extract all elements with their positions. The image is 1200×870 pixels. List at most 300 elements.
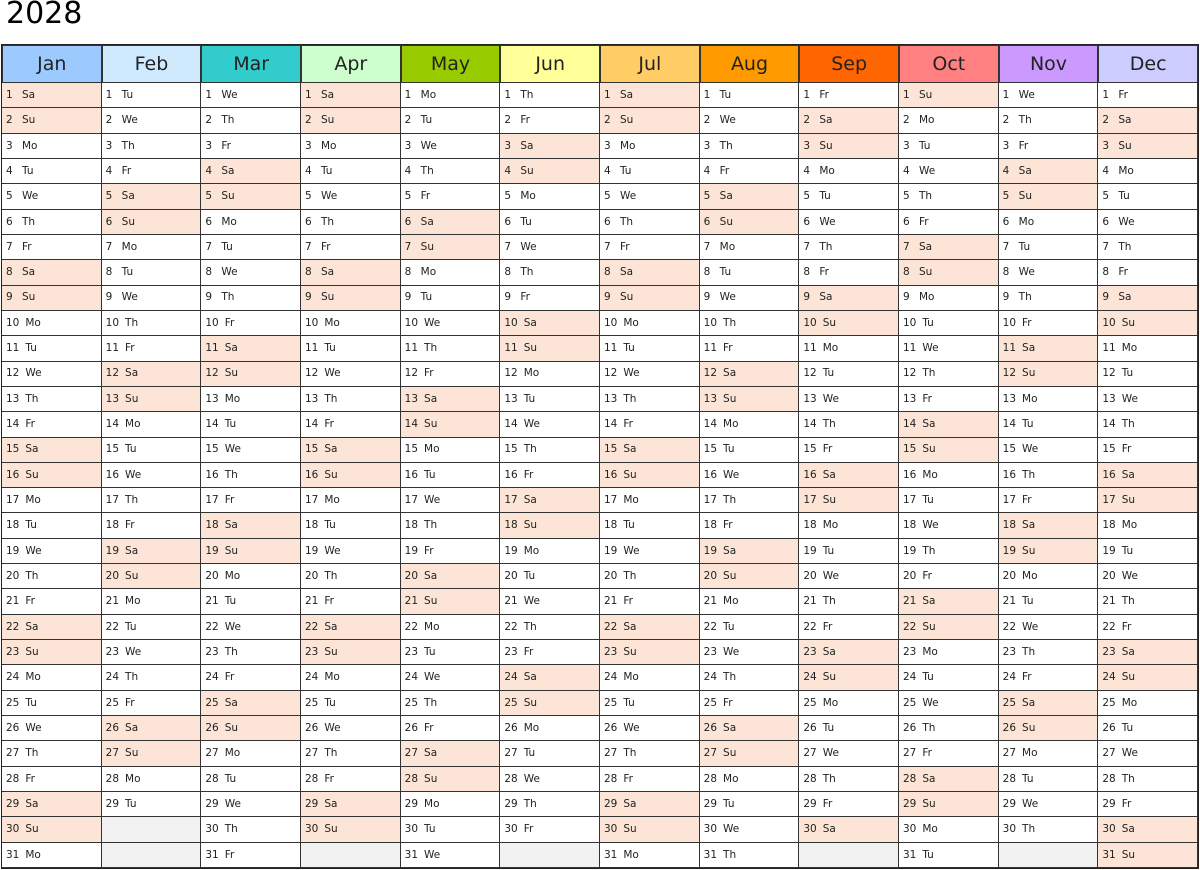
day-number: 24 — [205, 671, 219, 684]
day-cell — [999, 83, 1099, 108]
day-cell — [600, 539, 700, 564]
day-number: 1 — [304, 88, 312, 101]
day-number: 23 — [1002, 646, 1017, 658]
day-cell — [102, 665, 202, 690]
weekday-label: Sa — [523, 494, 537, 507]
day-cell — [799, 767, 899, 792]
day-cell — [700, 260, 800, 285]
weekday-label: Th — [221, 291, 235, 304]
day-number: 23 — [304, 646, 319, 658]
day-cell — [799, 387, 899, 412]
day-cell — [401, 210, 501, 235]
day-number: 27 — [803, 747, 817, 760]
day-cell — [999, 767, 1099, 792]
day-cell — [600, 767, 700, 792]
day-cell — [301, 564, 401, 589]
weekday-label: Sa — [1022, 519, 1036, 532]
day-cell — [899, 589, 999, 614]
day-cell — [1098, 716, 1198, 741]
day-number: 24 — [504, 671, 518, 684]
day-cell — [301, 286, 401, 311]
day-number: 7 — [205, 240, 213, 253]
day-number: 15 — [205, 443, 219, 456]
day-number: 12 — [803, 367, 817, 380]
weekday-label: Mo — [1121, 519, 1138, 532]
day-number: 12 — [205, 367, 219, 380]
month-header-may: May — [401, 45, 501, 83]
day-number: 4 — [902, 164, 910, 177]
day-cell — [401, 108, 501, 133]
weekday-label: Th — [520, 88, 534, 101]
day-cell — [1098, 362, 1198, 387]
day-cell — [2, 336, 102, 361]
day-cell — [500, 767, 600, 792]
day-cell — [102, 210, 202, 235]
weekday-label: Th — [819, 240, 833, 253]
weekday-label: Fr — [922, 570, 932, 583]
weekday-label: Fr — [723, 342, 733, 355]
day-cell — [799, 615, 899, 640]
day-number: 6 — [902, 215, 910, 228]
day-cell — [799, 741, 899, 766]
weekday-label: We — [320, 190, 338, 203]
weekday-label: Th — [25, 392, 39, 405]
weekday-label: Th — [1018, 291, 1032, 304]
day-number: 9 — [504, 291, 512, 304]
day-number: 23 — [902, 646, 917, 658]
day-number: 21 — [1002, 595, 1017, 608]
day-cell — [2, 817, 102, 842]
day-number: 25 — [205, 696, 219, 709]
day-number: 27 — [703, 747, 718, 760]
day-cell — [600, 260, 700, 285]
day-cell — [301, 741, 401, 766]
weekday-label: Fr — [121, 164, 132, 177]
day-number: 19 — [6, 544, 20, 557]
weekday-label: Th — [125, 316, 139, 329]
month-header-feb: Feb — [102, 45, 202, 83]
day-number: 23 — [703, 646, 718, 658]
month-header-jul: Jul — [600, 45, 700, 83]
day-number: 18 — [404, 519, 419, 532]
weekday-label: Su — [1022, 544, 1036, 557]
day-number: 2 — [6, 114, 13, 127]
weekday-label: Tu — [125, 620, 137, 633]
weekday-label: Su — [623, 646, 637, 658]
day-cell — [799, 159, 899, 184]
day-number: 29 — [404, 797, 419, 810]
day-cell — [999, 640, 1099, 665]
weekday-label: We — [1018, 266, 1035, 279]
day-cell — [102, 513, 202, 538]
day-cell — [401, 513, 501, 538]
weekday-label: Th — [1022, 823, 1036, 836]
day-number: 25 — [504, 696, 518, 709]
day-number: 17 — [1002, 494, 1017, 507]
weekday-label: Su — [922, 797, 936, 810]
day-cell — [301, 438, 401, 463]
weekday-label: We — [520, 240, 537, 253]
day-cell — [1098, 539, 1198, 564]
weekday-label: We — [1022, 620, 1039, 633]
weekday-label: Fr — [819, 88, 829, 101]
day-cell — [401, 767, 501, 792]
day-cell — [301, 716, 401, 741]
day-cell — [899, 336, 999, 361]
day-cell — [201, 108, 301, 133]
weekday-label: Th — [125, 671, 139, 684]
day-cell — [700, 817, 800, 842]
day-number: 15 — [703, 443, 718, 456]
day-cell — [102, 159, 202, 184]
day-number: 14 — [304, 418, 319, 431]
weekday-label: Fr — [523, 468, 534, 481]
weekday-label: Tu — [320, 164, 333, 177]
weekday-label: Th — [523, 443, 537, 456]
day-number: 28 — [803, 772, 817, 785]
weekday-label: Mo — [822, 342, 839, 355]
day-cell — [899, 83, 999, 108]
weekday-label: Sa — [125, 721, 139, 734]
day-number: 11 — [205, 342, 219, 355]
day-number: 23 — [803, 646, 817, 658]
day-number: 1 — [1102, 88, 1110, 101]
day-cell — [500, 691, 600, 716]
day-number: 26 — [6, 721, 20, 734]
day-cell — [700, 412, 800, 437]
day-number: 27 — [504, 747, 518, 760]
day-cell — [999, 488, 1099, 513]
day-cell — [500, 741, 600, 766]
day-number: 30 — [504, 823, 518, 836]
weekday-label: We — [125, 646, 142, 658]
weekday-label: Th — [320, 215, 335, 228]
day-number: 10 — [304, 316, 319, 329]
day-cell — [700, 336, 800, 361]
day-number: 6 — [504, 215, 512, 228]
day-number: 24 — [6, 671, 20, 684]
weekday-label: Tu — [1121, 367, 1134, 380]
weekday-label: Fr — [1022, 494, 1032, 507]
day-number: 13 — [1002, 392, 1017, 405]
day-number: 20 — [703, 570, 718, 583]
day-cell — [799, 235, 899, 260]
day-number: 30 — [1102, 823, 1116, 836]
weekday-label: Mo — [719, 240, 736, 253]
day-cell — [301, 463, 401, 488]
day-cell — [401, 665, 501, 690]
day-number: 6 — [105, 215, 113, 228]
day-number: 26 — [404, 721, 419, 734]
weekday-label: Su — [619, 114, 634, 127]
day-cell — [1098, 83, 1198, 108]
weekday-label: Sa — [22, 88, 36, 101]
day-number: 4 — [6, 164, 13, 177]
day-cell — [600, 843, 700, 868]
day-cell — [600, 134, 700, 159]
day-number: 21 — [205, 595, 219, 608]
day-number: 4 — [1002, 164, 1010, 177]
day-number: 2 — [105, 114, 113, 127]
day-number: 16 — [803, 468, 817, 481]
day-cell — [999, 741, 1099, 766]
weekday-label: Sa — [723, 367, 737, 380]
day-number: 21 — [105, 595, 120, 608]
weekday-label: Sa — [623, 620, 637, 633]
day-number: 30 — [1002, 823, 1017, 836]
weekday-label: Th — [719, 139, 733, 152]
day-cell — [799, 640, 899, 665]
day-cell — [600, 741, 700, 766]
day-cell — [899, 235, 999, 260]
weekday-label: Tu — [1118, 190, 1130, 203]
day-number: 26 — [205, 721, 219, 734]
day-number: 9 — [304, 291, 312, 304]
day-number: 4 — [205, 164, 213, 177]
day-number: 18 — [205, 519, 219, 532]
day-number: 3 — [603, 139, 611, 152]
day-number: 22 — [1102, 620, 1116, 633]
month-header-jan: Jan — [2, 45, 102, 83]
day-cell — [700, 387, 800, 412]
weekday-label: Sa — [1022, 342, 1036, 355]
day-cell — [600, 640, 700, 665]
weekday-label: We — [922, 519, 939, 532]
day-number: 12 — [703, 367, 718, 380]
day-number: 4 — [404, 164, 412, 177]
weekday-label: We — [424, 494, 441, 507]
day-cell — [1098, 108, 1198, 133]
weekday-label: Mo — [520, 190, 536, 203]
weekday-label: Sa — [324, 797, 338, 810]
weekday-label: Sa — [922, 595, 936, 608]
day-number: 6 — [1002, 215, 1010, 228]
day-number: 1 — [6, 88, 13, 101]
day-number: 20 — [404, 570, 419, 583]
day-number: 29 — [205, 797, 219, 810]
day-number: 25 — [603, 696, 618, 709]
weekday-label: Mo — [1118, 164, 1134, 177]
day-cell — [700, 362, 800, 387]
weekday-label: Su — [922, 443, 936, 456]
day-number: 10 — [205, 316, 219, 329]
day-cell — [500, 716, 600, 741]
day-cell — [899, 134, 999, 159]
day-number: 10 — [105, 316, 120, 329]
day-cell — [899, 184, 999, 209]
day-number: 19 — [304, 544, 319, 557]
weekday-label: Sa — [723, 544, 737, 557]
day-number: 18 — [703, 519, 718, 532]
weekday-label: We — [822, 747, 839, 760]
weekday-label: Tu — [424, 823, 436, 836]
day-cell — [600, 615, 700, 640]
day-cell — [999, 691, 1099, 716]
weekday-label: Su — [523, 342, 538, 355]
weekday-label: Mo — [623, 848, 639, 861]
day-cell — [500, 336, 600, 361]
day-cell — [899, 817, 999, 842]
day-number: 7 — [504, 240, 512, 253]
day-number: 16 — [504, 468, 518, 481]
day-cell — [500, 159, 600, 184]
day-cell — [102, 463, 202, 488]
day-number: 9 — [205, 291, 213, 304]
weekday-label: Tu — [224, 595, 237, 608]
day-number: 30 — [404, 823, 419, 836]
day-cell — [2, 463, 102, 488]
day-cell — [401, 412, 501, 437]
day-cell — [500, 210, 600, 235]
weekday-label: Sa — [22, 266, 36, 279]
day-number: 26 — [105, 721, 120, 734]
day-cell — [301, 640, 401, 665]
weekday-label: Mo — [25, 316, 41, 329]
weekday-label: We — [424, 848, 441, 861]
day-cell — [600, 513, 700, 538]
day-cell — [1098, 159, 1198, 184]
weekday-label: We — [224, 797, 241, 810]
weekday-label: Mo — [224, 392, 241, 405]
weekday-label: Mo — [324, 316, 340, 329]
weekday-label: We — [1118, 215, 1135, 228]
day-cell — [500, 513, 600, 538]
day-number: 14 — [105, 418, 120, 431]
weekday-label: Su — [22, 291, 36, 304]
day-cell — [201, 387, 301, 412]
day-number: 5 — [6, 190, 13, 203]
day-cell — [102, 362, 202, 387]
weekday-label: Th — [520, 266, 534, 279]
weekday-label: Mo — [723, 418, 739, 431]
weekday-label: Sa — [619, 88, 634, 101]
day-number: 9 — [1002, 291, 1010, 304]
weekday-label: We — [719, 114, 736, 127]
weekday-label: Mo — [224, 747, 241, 760]
weekday-label: Mo — [424, 797, 440, 810]
day-cell — [401, 539, 501, 564]
day-cell — [2, 83, 102, 108]
day-cell — [201, 564, 301, 589]
day-number: 25 — [1102, 696, 1116, 709]
weekday-label: Tu — [723, 797, 735, 810]
day-number: 20 — [504, 570, 518, 583]
day-number: 5 — [803, 190, 811, 203]
day-number: 3 — [205, 139, 213, 152]
weekday-label: We — [125, 468, 142, 481]
weekday-label: We — [523, 418, 540, 431]
weekday-label: Tu — [1121, 721, 1134, 734]
day-number: 25 — [703, 696, 718, 709]
weekday-label: Th — [25, 747, 39, 760]
weekday-label: Fr — [822, 443, 833, 456]
day-number: 14 — [603, 418, 618, 431]
day-cell — [102, 691, 202, 716]
weekday-label: Th — [822, 772, 836, 785]
weekday-label: Th — [25, 570, 39, 583]
weekday-label: Su — [1022, 721, 1036, 734]
day-number: 31 — [1102, 848, 1116, 861]
day-number: 5 — [404, 190, 412, 203]
weekday-label: Su — [523, 696, 538, 709]
day-cell — [301, 159, 401, 184]
day-cell — [301, 336, 401, 361]
day-number: 20 — [603, 570, 618, 583]
day-number: 19 — [205, 544, 219, 557]
day-number: 12 — [6, 367, 20, 380]
day-cell — [600, 589, 700, 614]
weekday-label: Sa — [25, 797, 39, 810]
weekday-label: Tu — [822, 721, 835, 734]
weekday-label: We — [623, 367, 640, 380]
weekday-label: Su — [224, 544, 239, 557]
weekday-label: Tu — [918, 139, 931, 152]
day-cell — [102, 235, 202, 260]
day-cell — [799, 488, 899, 513]
weekday-label: Tu — [922, 494, 934, 507]
day-cell — [401, 260, 501, 285]
day-number: 3 — [404, 139, 412, 152]
day-cell — [899, 665, 999, 690]
day-cell — [799, 362, 899, 387]
day-cell — [201, 691, 301, 716]
day-number: 17 — [105, 494, 120, 507]
empty-cell — [102, 817, 202, 842]
day-number: 7 — [902, 240, 910, 253]
day-number: 14 — [1002, 418, 1017, 431]
day-cell — [500, 108, 600, 133]
weekday-label: Th — [324, 747, 338, 760]
weekday-label: Fr — [520, 114, 530, 127]
day-cell — [999, 235, 1099, 260]
day-number: 29 — [703, 797, 718, 810]
weekday-label: Tu — [822, 367, 835, 380]
day-number: 18 — [902, 519, 917, 532]
weekday-label: Mo — [420, 266, 437, 279]
day-number: 4 — [105, 164, 113, 177]
day-cell — [301, 210, 401, 235]
day-cell — [2, 210, 102, 235]
day-number: 25 — [6, 696, 20, 709]
weekday-label: Su — [224, 721, 239, 734]
day-number: 1 — [803, 88, 811, 101]
day-cell — [301, 311, 401, 336]
weekday-label: Su — [1121, 494, 1136, 507]
day-cell — [1098, 235, 1198, 260]
day-cell — [700, 767, 800, 792]
day-cell — [301, 235, 401, 260]
day-number: 2 — [803, 114, 811, 127]
weekday-label: Sa — [1121, 646, 1135, 658]
weekday-label: We — [424, 671, 441, 684]
weekday-label: Fr — [221, 139, 231, 152]
weekday-label: Su — [424, 595, 438, 608]
day-number: 2 — [902, 114, 910, 127]
day-cell — [401, 843, 501, 868]
day-cell — [600, 210, 700, 235]
day-number: 9 — [6, 291, 13, 304]
weekday-label: Sa — [523, 316, 537, 329]
weekday-label: Tu — [520, 215, 532, 228]
day-number: 10 — [902, 316, 917, 329]
day-cell — [201, 640, 301, 665]
weekday-label: Mo — [424, 620, 440, 633]
day-number: 1 — [105, 88, 113, 101]
day-cell — [301, 792, 401, 817]
day-cell — [1098, 741, 1198, 766]
day-cell — [999, 159, 1099, 184]
day-number: 12 — [603, 367, 618, 380]
